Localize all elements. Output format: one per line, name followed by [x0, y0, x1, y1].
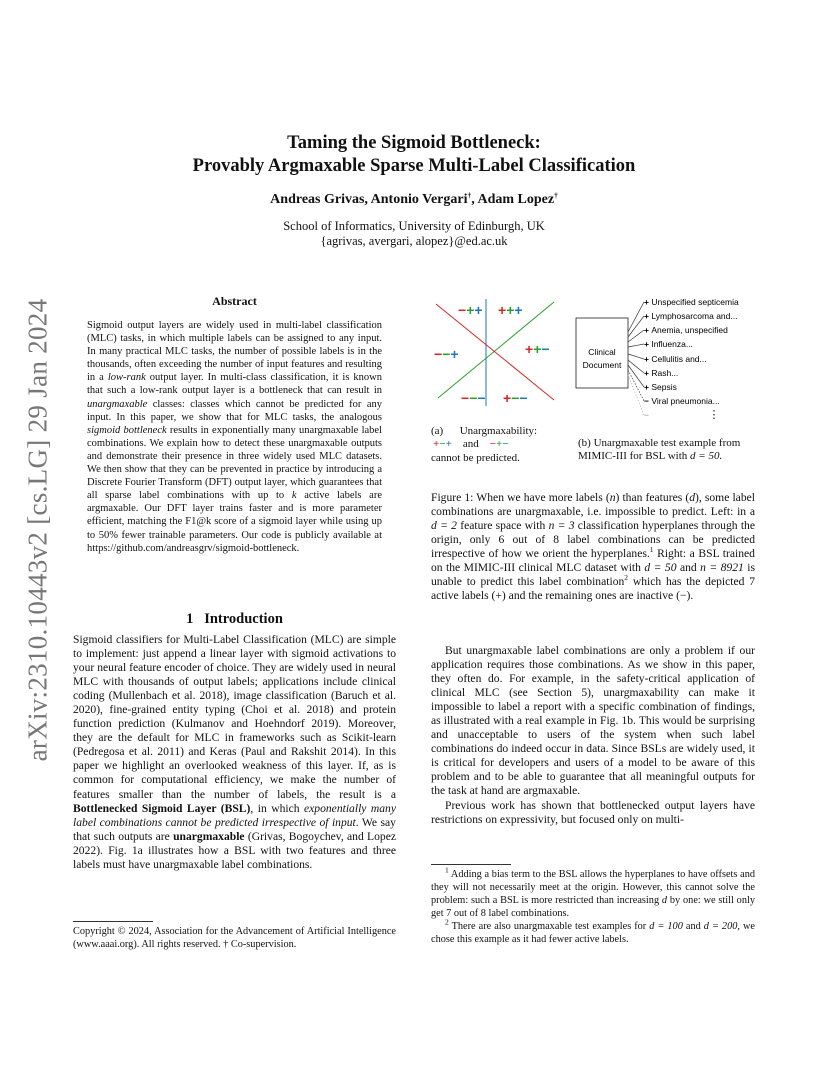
svg-text:+ Rash...: + Rash...	[644, 368, 679, 378]
clinical-document-label-1: Clinical	[588, 347, 616, 357]
svg-text:+ Influenza...: + Influenza...	[644, 339, 693, 349]
paragraph-2: Previous work has shown that bottlenecked output layers have restrictions on expressivity, but focused only on multi-	[431, 798, 755, 826]
copyright-note: Copyright © 2024, Association for the Advancement of Artificial Intelligence (www.aaai.org). All rights reserved. † Co-supervision.	[73, 926, 396, 950]
title-line-2: Provably Argmaxable Sparse Multi-Label Classification	[192, 156, 636, 176]
paragraph-1: But unargmaxable label combinations are only a problem if our application requires those combinations. As we show in this paper, they often do. For example, in the safety-critical application of clinical MLC (see Section 5), unargmaxability can make it impossible to label a report with a specific combination of findings, as illustrated with a real example in Fig. 1b. This would be surprising and unacceptable to users of the system when such label combinations do indeed occur in data. Since BSLs are widely used, it is critical for developers and users of a model to be aware of this problem and to be able to guarantee that all meaningful outputs for the task at hand are argmaxable.	[431, 644, 755, 798]
title-line-1: Taming the Sigmoid Bottleneck:	[287, 133, 541, 153]
footnote-1: $^1$ Adding a bias term to the BSL allows the hyperplanes to have offsets and they will not necessarily meet at the origin. However, this cannot solve the problem: such a BSL is more restricted than increasing d by one: we still only get 7 out of 8 label combinations.	[431, 865, 755, 919]
footnote-rule	[431, 864, 511, 865]
region-label-br: +−−	[503, 390, 528, 406]
authors: Andreas Grivas, Antonio Vergari†, Adam Lopez†	[270, 190, 558, 207]
svg-text:+ Sepsis: + Sepsis	[644, 382, 677, 392]
figure-caption: Figure 1: When we have more labels (n) than features (d), some label combinations are unargmaxable, i.e. impossible to predict. Left: in a d = 2 feature space with n = 3 classification hyperplanes through the origin, only 6 out of 8 label combinations can be predicted irrespective of how we orient the hyperplanes.$^1$ Right: a BSL trained on the MIMIC-III clinical MLC dataset with d = 50 and n = 8921 is unable to predict this label combination$^2$ which has the depicted 7 active labels (+) and the remaining ones are inactive (−).	[431, 491, 756, 603]
copyright-rule	[73, 921, 153, 922]
affiliation	[0, 219, 828, 249]
clinical-label-diagram	[574, 292, 774, 420]
subcaption-b: (b) Unargmaxable test example from MIMIC-III for BSL with d = 50.	[578, 437, 741, 463]
emails: {agrivas, avergari, alopez}@ed.ac.uk	[320, 234, 508, 248]
footnote-2: $^2$ There are also unargmaxable test examples for d = 100 and d = 200, we chose this example as it had fewer active labels.	[431, 917, 755, 945]
region-label-mr: ++−	[525, 341, 550, 357]
region-label-tl2: +++	[498, 302, 523, 318]
right-body	[431, 644, 755, 827]
intro-body: Sigmoid classifiers for Multi-Label Classification (MLC) are simple to implement: just append a linear layer with sigmoid activations to your neural feature encoder of choice. They are widely used in neural MLC with thousands of output labels; applications include clinical coding (Mullenbach et al. 2018), image classification (Baruch et al. 2020), fine-grained entity typing (Choi et al. 2018) and protein function prediction (Kulmanov and Hoehndorf 2019). Moreover, they are the default for MLC in frameworks such as Scikit-learn (Pedregosa et al. 2011) and Keras (Paul and Rakshit 2014). In this paper we highlight an overlooked weakness of this layer. If, as is common for computational efficiency, we make the number of features smaller than the number of labels, the result is a Bottlenecked Sigmoid Layer (BSL), in which exponentially many label combinations cannot be predicted irrespective of input. We say that such outputs are unargmaxable (Grivas, Bogoychev, and Lopez 2022). Fig. 1a illustrates how a BSL with two features and three labels must have unargmaxable label combinations.	[73, 633, 397, 871]
region-label-bl: −−−	[461, 390, 486, 406]
footnotes	[431, 865, 755, 946]
abstract-body: Sigmoid output layers are widely used in multi-label classification (MLC) tasks, in which multiple labels can be assigned to any input. In many practical MLC tasks, the number of possible labels is in the thousands, often exceeding the number of input features and resulting in a low-rank output layer. In multi-class classification, it is known that such a low-rank output layer is a bottleneck that can result in unargmaxable classes: classes which cannot be predicted for any input. In this paper, we show that for MLC tasks, the analogous sigmoid bottleneck results in exponentially many unargmaxable label combinations. We explain how to detect these unargmaxable outputs and demonstrate their presence in three widely used MLC datasets. We then show that they can be prevented in practice by introducing a Discrete Fourier Transform (DFT) output layer, which guarantees that all sparse label combinations with up to k active labels are argmaxable. Our DFT layer trains faster and is more parameter efficient, matching the F1@k score of a sigmoid layer while using up to 50% fewer trainable parameters. Our code is publicly available at https://github.com/andreasgrv/sigmoid-bottleneck.	[87, 320, 382, 554]
hyperplane-diagram	[428, 296, 563, 408]
svg-text:−: −	[644, 410, 649, 420]
clinical-document-label-2: Document	[582, 360, 622, 370]
arxiv-stamp	[20, 300, 56, 760]
region-label-ml: −−+	[434, 346, 459, 362]
svg-text:+ Cellulitis and...: + Cellulitis and...	[644, 354, 707, 364]
region-label-tl1: −++	[458, 302, 483, 318]
subcaption-a: (a) Unargmaxability: +−+ and −+− cannot be predicted.	[431, 425, 538, 464]
school: School of Informatics, University of Edinburgh, UK	[283, 219, 545, 233]
paper-title	[0, 132, 828, 178]
svg-text:− Viral pneumonia...: − Viral pneumonia...	[644, 396, 720, 406]
svg-text:+ Lymphosarcoma and...: + Lymphosarcoma and...	[644, 311, 738, 321]
arxiv-id: arXiv:2310.10443v2 [cs.LG] 29 Jan 2024	[22, 298, 53, 762]
intro-heading: 1 Introduction	[186, 611, 283, 627]
svg-text:+ Unspecified septicemia: + Unspecified septicemia	[644, 297, 739, 307]
vdots: ⋮	[708, 409, 720, 420]
svg-text:+ Anemia, unspecified: + Anemia, unspecified	[644, 325, 728, 335]
abstract-heading: Abstract	[212, 294, 257, 308]
